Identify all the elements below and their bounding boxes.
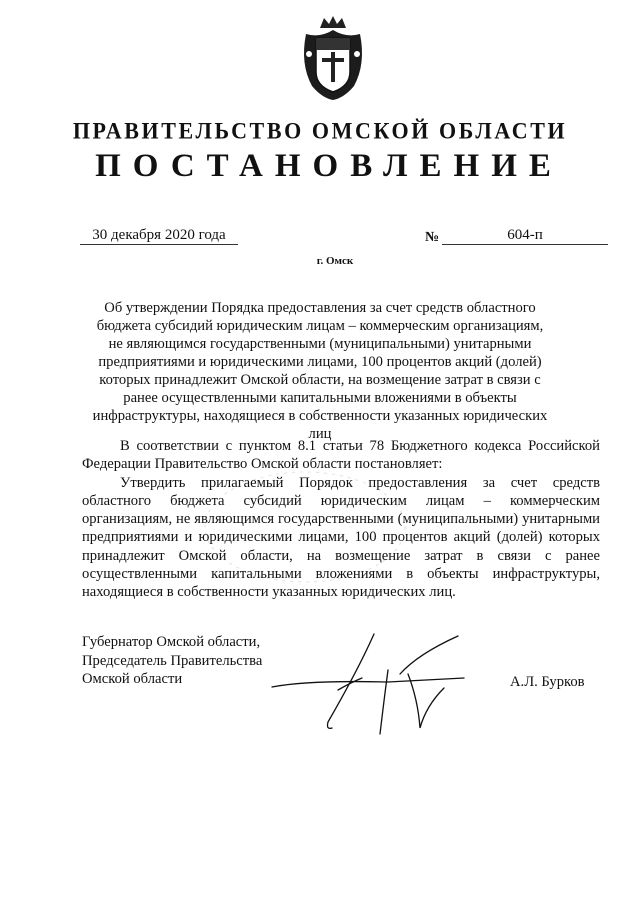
signer-title-line: Губернатор Омской области,: [82, 634, 261, 650]
stamp-trace: [185, 462, 425, 592]
document-number: 604-п: [442, 227, 608, 245]
omsk-coat-of-arms-icon: [298, 14, 368, 100]
document-kind-title: ПОСТАНОВЛЕНИЕ: [95, 148, 563, 184]
signer-name: А.Л. Бурков: [510, 674, 585, 690]
number-label: №: [425, 230, 440, 245]
document-subject: Об утверждении Порядка предоставления за счет средств областного бюджета субсидий юридическим лицам – коммерческим организациям, не являющимся государственными (муниципальными) унитарными предприятиями и юридическими лицами, 100 процентов акций (долей) которых принадлежит Омской области, на возмещение затрат в связи с ранее осуществленными капитальными вложениями в объекты инфраструктуры, находящиеся в собственности указанных юридических лиц: [92, 300, 548, 442]
handwritten-signature: [268, 630, 468, 740]
document-date: 30 декабря 2020 года: [80, 227, 238, 245]
signer-title-line: Омской области: [82, 671, 183, 687]
signer-title-line: Председатель Правительства: [82, 652, 263, 669]
body-paragraph: Утвердить прилагаемый Порядок предоставления за счет средств областного бюджета субсидий юридическим лицам – коммерческим организациям, не являющимся государственными (муниципальными) унитарными предприятиями и юридическими лицами, 100 процентов акций (долей) которых принадлежит Омской области, на возмещение затрат в связи с ранее осуществленными капитальными вложениями в объекты инфраструктуры, находящиеся в собственности указанных юридических лиц.: [82, 474, 600, 601]
body-paragraph: В соответствии с пунктом 8.1 статьи 78 Бюджетного кодекса Российской Федерации Правительство Омской области постановляет:: [82, 438, 600, 473]
government-title: ПРАВИТЕЛЬСТВО ОМСКОЙ ОБЛАСТИ: [72, 117, 568, 144]
city-label: г. Омск: [316, 255, 354, 267]
